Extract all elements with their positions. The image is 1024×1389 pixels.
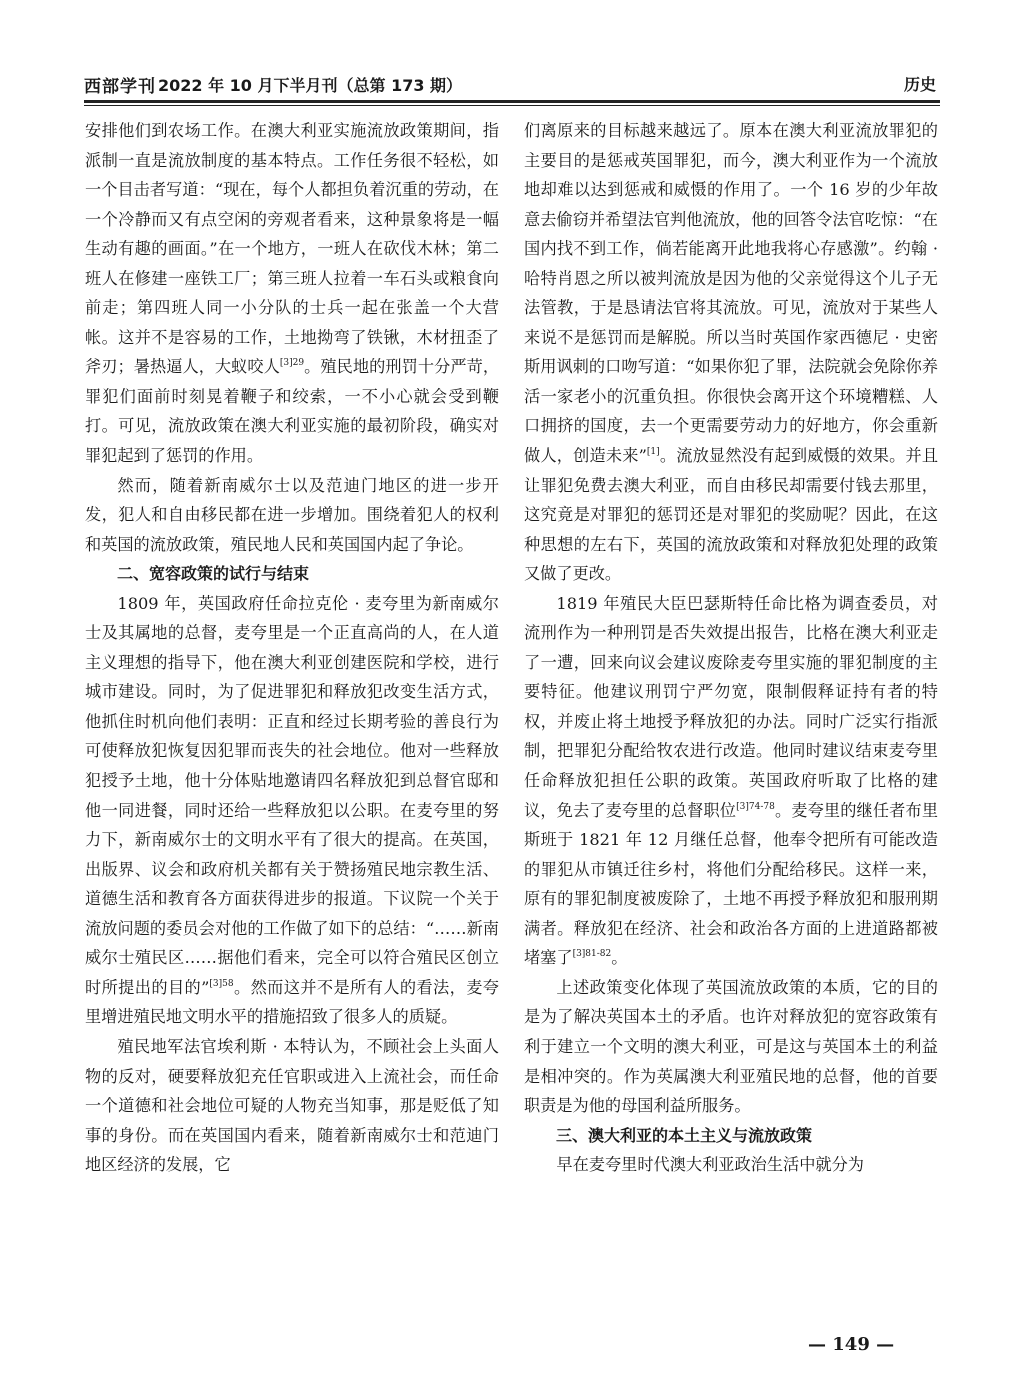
journal-logo: 西部学刊 xyxy=(84,77,156,97)
issue-info: 2022 年 10 月下半月刊（总第 173 期） xyxy=(158,76,463,95)
section-heading: 三、澳大利亚的本土主义与流放政策 xyxy=(556,1125,813,1145)
paragraph: 上述政策变化体现了英国流放政策的本质，它的目的是为了解决英国本土的矛盾。也许对释放犯的宽容政策有利于建立一个文明的澳大利亚，可是这与英国本土的利益是相冲突的。作为英属澳大利亚殖民地的总督，他的首要职责是为他的母国利益所服务。 xyxy=(524,977,938,1116)
right-column xyxy=(524,116,938,1180)
page-number: — 149 — xyxy=(808,1334,895,1355)
section-label: 历史 xyxy=(903,75,936,94)
paragraph: 然而，随着新南威尔士以及范迪门地区的进一步开发，犯人和自由移民都在进一步增加。围绕着犯人的权利和英国的流放政策，殖民地人民和英国国内起了争论。 xyxy=(85,475,499,554)
paragraph: 1819 年殖民大臣巴瑟斯特任命比格为调查委员，对流刑作为一种刑罚是否失效提出报告，比格在澳大利亚走了一遭，回来向议会建议废除麦夸里实施的罪犯制度的主要特征。他建议刑罚宁严勿宽，限制假释证持有者的特权，并废止将土地授予释放犯的办法。同时广泛实行指派制，把罪犯分配给牧农进行改造。他同时建议结束麦夸里任命释放犯担任公职的政策。英国政府听取了比格的建议，免去了麦夸里的总督职位$^{[3]74-78}$。麦夸里的继任者布里斯班于 1821 年 12 月继任总督，他奉令把所有可能改造的罪犯从市镇迁往乡村，将他们分配给移民。这样一来，原有的罪犯制度被废除了，土地不再授予释放犯和服刑期满者。释放犯在经济、社会和政治各方面的上进道路都被堵塞了$^{[3]81-82}$。 xyxy=(524,593,939,968)
paragraph: 们离原来的目标越来越远了。原本在澳大利亚流放罪犯的主要目的是惩戒英国罪犯，而今，澳大利亚作为一个流放地却难以达到惩戒和威慑的作用了。一个 16 岁的少年故意去偷窃并希望法官判他流放，他的回答令法官吃惊：“在国内找不到工作，倘若能离开此地我将心存感激”。约翰 · 哈特肖恩之所以被判流放是因为他的父亲觉得这个儿子无法管教，于是恳请法官将其流放。可见，流放对于某些人来说不是惩罚而是解脱。所以当时英国作家西德尼 · 史密斯用讽刺的口吻写道：“如果你犯了罪，法院就会免除你养活一家老小的沉重负担。你很快会离开这个环境糟糕、人口拥挤的国度，去一个更需要劳动力的好地方，你会重新做人，创造未来”[1]。流放显然没有起到威慑的效果。并且让罪犯免费去澳大利亚，而自由移民却需要付钱去那里，这究竟是对罪犯的惩罚还是对罪犯的奖励呢？因此，在这种思想的左右下，英国的流放政策和对释放犯处理的政策又做了更改。 xyxy=(524,121,939,584)
paragraph: 1809 年，英国政府任命拉克伦 · 麦夸里为新南威尔士及其属地的总督，麦夸里是一个正直高尚的人，在人道主义理想的指导下，他在澳大利亚创建医院和学校，进行城市建设。同时，为了促进罪犯和释放犯改变生活方式，他抓住时机向他们表明：正直和经过长期考验的善良行为可使释放犯恢复因犯罪而丧失的社会地位。他对一些释放犯授予土地，他十分体贴地邀请四名释放犯到总督官邸和他一同进餐，同时还给一些释放犯以公职。在麦夸里的努力下，新南威尔士的文明水平有了很大的提高。在英国，出版界、议会和政府机关都有关于赞扬殖民地宗教生活、道德生活和教育各方面获得进步的报道。下议院一个关于流放问题的委员会对他的工作做了如下的总结：“……新南威尔士殖民区……据他们看来，完全可以符合殖民区创立时所提出的目的”$^{[3]58}$。然而这并不是所有人的看法，麦夸里增进殖民地文明水平的措施招致了很多人的质疑。 xyxy=(85,593,499,1027)
paragraph: 殖民地军法官埃利斯 · 本特认为，不顾社会上头面人物的反对，硬要释放犯充任官职或进入上流社会，而任命一个道德和社会地位可疑的人物充当知事，那是贬低了知事的身份。而在英国国内看来，随着新南威尔士和范迪门地区经济的发展，它 xyxy=(85,1036,499,1175)
section-heading: 二、宽容政策的试行与结束 xyxy=(117,564,310,584)
citation: [3]29 xyxy=(279,358,305,369)
citation: [1] xyxy=(646,447,660,458)
header-rule-thick xyxy=(84,100,940,103)
citation: [3]58 xyxy=(209,978,234,989)
citation: [3]81-82 xyxy=(572,949,612,960)
paragraph: 早在麦夸里时代澳大利亚政治生活中就分为 xyxy=(556,1155,864,1175)
header-rule-thin xyxy=(84,105,940,106)
citation: [3]74-78 xyxy=(736,801,775,812)
running-header xyxy=(84,72,940,98)
paragraph: 安排他们到农场工作。在澳大利亚实施流放政策期间，指派制一直是流放制度的基本特点。工作任务很不轻松，如一个目击者写道：“现在，每个人都担负着沉重的劳动，在一个冷静而又有点空闲的旁观者看来，这种景象将是一幅生动有趣的画面。”在一个地方，一班人在砍伐木林；第二班人在修建一座铁工厂；第三班人拉着一车石头或粮食向前走；第四班人同一小分队的士兵一起在张盖一个大营帐。这并不是容易的工作，土地拗弯了铁锹，木材扭歪了斧刃；暑热逼人，大蚁咬人$^{[3]29}$。殖民地的刑罚十分严苛，罪犯们面前时刻晃着鞭子和绞索，一不小心就会受到鞭打。可见，流放政策在澳大利亚实施的最初阶段，确实对罪犯起到了惩罚的作用。 xyxy=(85,121,500,466)
left-column xyxy=(85,116,499,1180)
